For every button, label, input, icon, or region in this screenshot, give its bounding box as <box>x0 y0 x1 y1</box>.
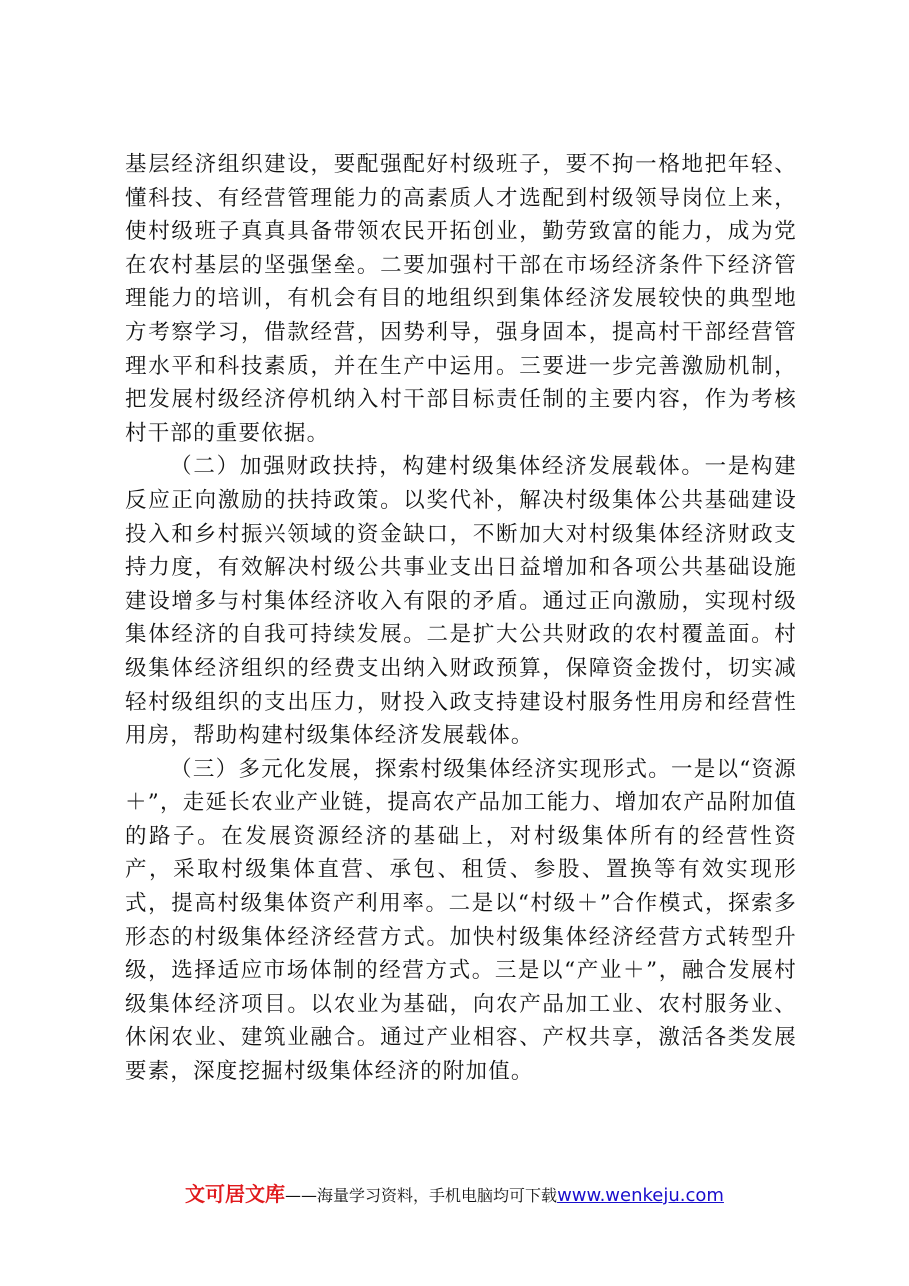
footer-watermark <box>0 1179 909 1211</box>
document-body <box>125 148 797 1089</box>
paragraph-continued: 基层经济组织建设，要配强配好村级班子，要不拘一格地把年轻、懂科技、有经营管理能力的高素质人才选配到村级领导岗位上来，使村级班子真真具备带领农民开拓创业，勤劳致富的能力，成为党在农村基层的坚强堡垒。二要加强村干部在市场经济条件下经济管理能力的培训，有机会有目的地组织到集体经济发展较快的典型地方考察学习，借款经营，因势利导，强身固本，提高村干部经营管理水平和科技素质，并在生产中运用。三要进一步完善激励机制，把发展村级经济停机纳入村干部目标责任制的主要内容，作为考核村干部的重要依据。 <box>125 152 797 446</box>
footer-link[interactable]: www.wenkeju.com <box>557 1185 724 1206</box>
footer-tagline: ——海量学习资料，手机电脑均可下载 <box>285 1186 558 1205</box>
paragraph-section-2: （二）加强财政扶持，构建村级集体经济发展载体。一是构建反应正向激励的扶持政策。以奖代补，解决村级集体公共基础建设投入和乡村振兴领域的资金缺口，不断加大对村级集体经济财政支持力度，有效解决村级公共事业支出日益增加和各项公共基础设施建设增多与村集体经济收入有限的矛盾。通过正向激励，实现村级集体经济的自我可持续发展。二是扩大公共财政的农村覆盖面。村级集体经济组织的经费支出纳入财政预算，保障资金拨付，切实减轻村级组织的支出压力，财投入政支持建设村服务性用房和经营性用房，帮助构建村级集体经济发展载体。 <box>125 454 797 749</box>
footer-brand: 文可居文库 <box>185 1182 286 1206</box>
paragraph-section-3: （三）多元化发展，探索村级集体经济实现形式。一是以“资源＋”，走延长农业产业链，提高农产品加工能力、增加农产品附加值的路子。在发展资源经济的基础上，对村级集体所有的经营性资产，采取村级集体直营、承包、租赁、参股、置换等有效实现形式，提高村级集体资产利用率。二是以“村级＋”合作模式，探索多形态的村级集体经济经营方式。加快村级集体经济经营方式转型升级，选择适应市场体制的经营方式。三是以“产业＋”，融合发展村级集体经济项目。以农业为基础，向农产品加工业、农村服务业、休闲农业、建筑业融合。通过产业相容、产权共享，激活各类发展要素，深度挖掘村级集体经济的附加值。 <box>125 756 797 1085</box>
